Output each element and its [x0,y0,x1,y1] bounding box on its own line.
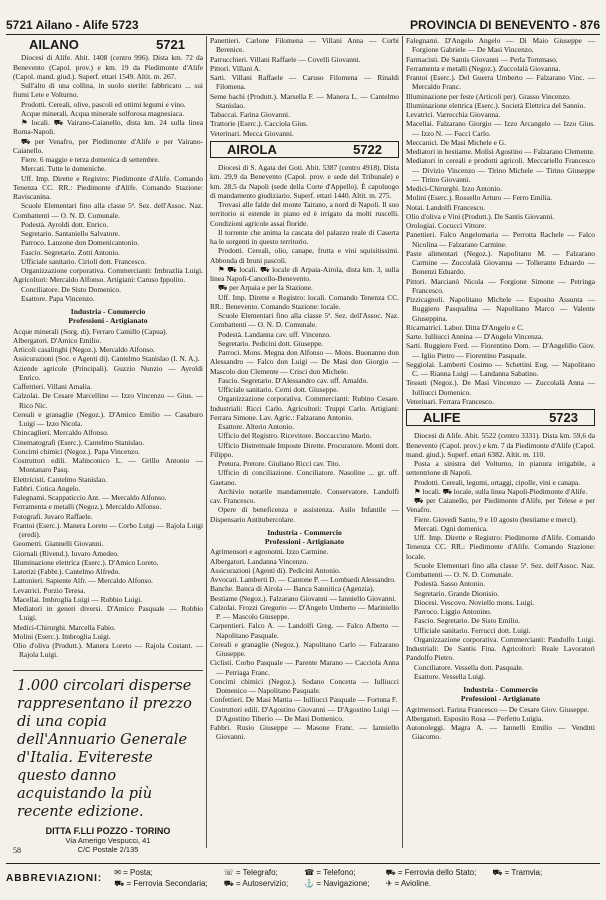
business-entry: Bestiame (Negoz.). Falzarano Giovanni — Ianniello Giovanni. [210,593,397,603]
abbreviation-item: ⛟ = Ferrovia dello Stato; [385,867,477,877]
business-entry: Geometri. Giannelli Giovanni. [13,539,104,549]
business-entry: Pittori. Villani A. [210,63,261,73]
description-paragraph: Scuole Elementari fino alla classe 5ª. Sez. dell'Assoc. Naz. Combattenti — O. N. D. Comunale. [210,311,399,330]
business-entry: Pittori. Marcianò Nicola — Forgione Simone — Petringa Francesco. [406,276,595,295]
business-entry: Agrimensori e agronomi. Izzo Carmine. [210,547,329,557]
business-entry: Banche. Banca di Airola — Banca Sannitica (Agenzia). [210,584,375,594]
business-entry: Paste alimentari (Negoz.). Napolitano M. — Falzarano Carmine — Zuccolalà Giovanna — Tollerante Eduardo — Bonenzi Eduardo. [406,248,595,277]
business-list [210,547,399,741]
description-paragraph: Organizzazione corporativa. Commercianti: Imbrazlia Luigi. Agricoltori: Mercaldo Alfonso. Artigiani: Caruso Ippolito. [13,266,203,285]
description-paragraph: Posta a sinistra del Volturno, in pianura irrigabile, a settentrione di Napoli. [406,459,595,478]
town-code: 5723 [549,410,578,425]
business-entry: Albergatori. Landanna Vincenzo. [210,556,309,566]
business-entry: Tabaccai. Farina Giovanni. [210,110,290,119]
column-2 [206,36,402,848]
business-entry: Panettieri. Carlone Filomena — Villani Anna — Corbi Berenice. [210,36,399,55]
section-heading-ailano [13,37,203,52]
description-paragraph: Mercati. Ogni domenica. [414,523,488,533]
description-paragraph: Organizzazione corporativa. Commercianti: Pandolfo Luigi. Industriali: De Santis Fina. Agricoltori: Reale Lavoratori Pandolfo Pietro. [406,634,595,663]
business-entry: Sarte. Iulliucci Annina — D'Angelo Vincenza. [406,332,544,341]
description-paragraph: Fascio. Segretario. De Sisto Emilio. [414,616,521,626]
description-paragraph: Organizzazione corporativa. Commercianti: Rubino Cesare. Industriali: Ricci Carlo. Agricoltori: Truppi Carlo. Artigiani: Ferrara Simone. Lav. Agric.: Falzarano Antonio. [210,394,399,422]
description-paragraph: Ufficiale sanitario. Cirioli dott. Francesco. [21,256,147,266]
description-paragraph: Ufficio di conciliazione. Conciliatore. Nasoline ... gr. uff. Gaetano. [210,468,399,487]
description-paragraph: Diocesi di S. Agata dei Goti. Abit. 5387 (centro 4918). Dista km. 29,9 da Benevento (Capol. prov. e sede del Tribunale) e km. 28,5 da Napoli (sede della Corte d'Appello). È capoluogo di mandamento giudiziario. Superf. ettari 1440. Altit. m. 275. [210,163,399,200]
abbreviations-list [114,868,542,889]
business-entry: Sarti. Villani Raffaele — Caruso Filomena — Rinaldi Filomena. [210,73,399,92]
description-paragraph: Podestà. Landanna cav. uff. Vincenzo. [218,329,331,339]
description-paragraph: ⛟ per Caianello, per Piedimonte d'Alife, per Telese e per Venafro. [406,496,595,515]
ad-firm: DITTA F.LLI POZZO - TORINO [45,825,171,836]
business-entry: Veterinari. Mecca Giovanni. [210,128,294,138]
description-paragraph: Parroco. Liggio Antonino. [414,607,492,616]
description-paragraph: Ufficiale sanitario. Cerni dott. Giuseppe. [218,385,339,394]
description-paragraph: Esattore. Papa Vincenzo. [21,293,95,303]
header-left: 5721 Ailano - Alife 5723 [6,18,139,32]
description-paragraph: Prodotti. Cereali, olio, canape, frutta e vini squisitissimi. Abbonda di bruni pascoli. [210,246,399,265]
business-entry: Calzolai. De Cesare Marcellino — Izzo Vincenzo — Gius. — Rico Nic. [13,391,203,410]
description-paragraph: Uff. Imp. Dirette e Registro: locali. Comando Tenenza CC. RR.: Benevento. Comando Stazione: locale. [210,292,399,311]
description-paragraph: Ufficio del Registro. Ricevitore. Boccaccino Mario. [218,431,372,441]
business-entry: Meccanici. De Masi Michele e G. [406,137,506,147]
column-1 [10,36,206,855]
business-entry: Aziende agricole (Principali). Guzzio Nunzio — Ayroldi Enrico. [13,363,203,382]
business-entry: Levatrici. Varrecchia Giovanna. [406,110,501,119]
town-code: 5721 [156,37,185,52]
business-entry: Autonoleggi. Magra A. — Iannelli Emilio — Venditti Giacomo. [406,723,595,742]
advertisement [13,670,203,856]
business-entry: Falegnami. Scappaticcio Ant. — Mercaldo Alfonso. [13,493,167,502]
page-number: 58 [13,845,21,855]
business-entry: Ferramenta e metalli (Negoz.). Mercaldo Alfonso. [13,502,162,512]
town-name: ALIFE [423,410,461,425]
category-heading: Industria - Commercio Professioni - Artigianato [68,307,148,326]
town-code: 5722 [353,141,382,157]
description-paragraph: Segretario. Pedicini dott. Giuseppe. [218,338,324,348]
business-entry: Albergatori. Esposito Rosa — Perfetto Luigia. [406,713,544,723]
business-entry: Mediatori in generi diversi. D'Amico Pasquale — Robbio Luigi. [13,604,203,623]
business-entry: Medici-Chirurghi. Marcella Fabio. [13,622,116,632]
business-entry: Agrimensori. Farina Francesco — De Cesare Giov. Giuseppe. [406,704,590,714]
business-list [406,705,595,742]
running-header [6,6,600,35]
business-entry: Assicurazioni (Agenti di). Pedicini Antonio. [210,565,341,575]
description-paragraph: Ufficio Distrettuale Imposte Dirette. Procuratore. Monti dott. Filippo. [210,440,399,459]
business-entry: Trattorie (Eserc.). Cacciola Gius. [210,119,308,129]
description-paragraph: Diocesi. Vescovo. Noviello mons. Luigi. [414,597,535,607]
description-paragraph: Parroco. Lanzone don Domenicantonio. [21,238,140,248]
description-paragraph: Scuole Elementari fino alla classe 5ª. Sez. dell'Assoc. Naz. Combattenti — O. N. D. Comunale. [406,560,595,579]
business-entry: Giornali (Rivend.). Iuvaro Amedeo. [13,548,119,558]
business-entry: Costruttori edili. Malinconico L. — Grillo Antonio — Montanaro Pasq. [13,456,203,475]
abbreviation-item: ☎ = Telefono; [304,867,356,877]
description-paragraph: Diocesi di Alife. Abit. 1408 (centro 996). Dista km. 72 da Benevento (Capol. prov.) e km. 19 da Piedimonte d'Alife (Capol. mand. giud.). Superf. ettari 1549. Altit. m. 267. [13,53,203,81]
town-description [210,163,399,524]
town-description [406,431,595,681]
description-paragraph: Mercati. Tutte le domeniche. [21,164,107,174]
business-entry: Illuminazione per feste (Articoli per). Grasso Vincenzo. [406,91,571,101]
business-entry: Veterinari. Ferrara Francesco. [406,396,494,406]
category-heading: Industria - Commercio Professioni - Artigianato [264,527,345,546]
business-entry: Molini (Eserc.). Imbroglia Luigi. [13,631,111,641]
abbreviation-item: ✈ = Avioline. [385,878,432,888]
abbreviations-title: ABBREVIAZIONI: [6,872,103,884]
section-heading-alife [406,409,595,426]
business-entry: Olio d'oliva e Vini (Produtt.). De Santis Giovanni. [406,211,555,221]
business-entry: Confettieri. De Masi Mattia — Iulliucci Pasquale — Fortuna F. [210,695,398,705]
abbreviation-item: ⛟ = Tramvia; [492,867,543,877]
description-paragraph: Archivio notarile mandamentale. Conservatore. Landolfi cav. Francesco. [210,486,399,505]
business-entry: Fabbri. Rusio Giuseppe — Masone Franc. — Ianniello Giovanni. [210,723,399,742]
description-paragraph: Sull'alto di una collina, in suolo sterile: fabbricato ... sui fiumi Lete e Volturno. [13,81,203,100]
column-3 [402,36,598,848]
description-paragraph: Fiere. Giovedì Santo, 9 e 10 agosto (bestiame e merci). [414,514,577,524]
description-paragraph: Prodotti. Cereali, legumi, ortaggi, cipolle, vini e canapa. [414,477,581,487]
business-entry: Falegnami. D'Angelo Angelo — Di Maio Giuseppe — Forgione Gabriele — De Masi Vincenzo. [406,36,595,55]
business-list-continued [210,36,399,138]
business-entry: Orologiai. Cocucci Vittore. [406,221,487,230]
description-paragraph: Podestà. Ayroldi dott. Enrico. [21,219,109,229]
business-entry: Tessuti (Negoz.). De Masi Vincenzo — Zuccolalà Anna — Iulliucci Domenico. [406,378,595,397]
description-paragraph: Esattore. Vessella Luigi. [414,671,486,681]
description-paragraph: ⛟ per Arpaia e per la Stazione. [218,283,313,293]
business-entry: Concimi chimici (Negoz.). Papa Vincenzo. [13,446,140,456]
description-paragraph: Ufficiale sanitario. Ferrucci dott. Luigi. [414,625,531,635]
description-paragraph: Segretario. Santaniello Salvatore. [21,229,120,238]
business-entry: Caffettieri. Villani Amalia. [13,382,92,391]
business-entry: Illuminazione elettrica (Eserc.). Società Elettrica del Sannio. [406,100,586,110]
business-entry: Cinematografi (Eserc.). Cantelmo Stanislao. [13,437,144,447]
business-entry: Fabbri. Cotica Angelo. [13,483,81,493]
business-entry: Ricamatrici. Labor. Ditta D'Angelo e C. [406,322,524,332]
business-entry: Calzolai. Frozzi Gregorio — D'Angelo Umberto — Mariniello P. — Mascolo Giuseppe. [210,602,399,621]
description-paragraph: Pretura. Pretore. Giuliano Ricci cav. Tito. [218,459,341,468]
business-entry: Olio d'oliva (Produtt.). Manera Loreto — Rajola Costant. — Rajola Luigi. [13,641,203,660]
category-heading: Industria - Commercio Professioni - Artigianato [460,685,541,704]
abbreviation-item: ⛟ = Autoservizio; [223,878,289,888]
description-paragraph: Fascio. Segretario. D'Alessandro cav. uff. Arnaldo. [218,375,369,385]
business-entry: Laterizi (Fabbr.). Cantelmo Alfredo. [13,567,121,576]
business-entry: Macellai. Falzarano Giorgio — Izzo Arcangelo — Izzo Gius. — Izzo N. — Fucci Carlo. [406,119,595,138]
business-list-continued [406,36,595,406]
abbreviation-item: ☏ = Telegrafo; [223,867,278,877]
description-paragraph: Parroci. Mons. Megna don Alfonso — Mons. Buonanno don Alessandro — Falco don Luigi — De Masi don Giorgio — Mascolo don Clemente — Crisci don Michele. [210,348,399,376]
page-columns [10,36,598,855]
business-entry: Frantoi (Eserc.). Manera Loreto — Corbo Luigi — Rajola Luigi (eredi). [13,520,203,539]
description-paragraph: Trovasi alle falde del monte Tairano, a nord di Napoli. Il suo territorio si estende in piano ed è irrigato da molti ruscelli. Condizioni agricole assai floride. [210,200,399,228]
business-entry: Medici-Chirurghi. Izzo Antonio. [406,184,502,193]
header-right: PROVINCIA DI BENEVENTO - 876 [409,18,600,32]
business-entry: Farmacisti. De Santis Giovanni — Perla Tommaso. [406,54,558,64]
description-paragraph: Fiere. 6 maggio e terza domenica di settembre. [21,155,160,164]
business-entry: Illuminazione elettrica (Eserc.). D'Amico Loreto. [13,557,159,567]
business-list [13,327,203,660]
business-entry: Costruttori edili. D'Agostino Giovanni — D'Agostino Luigi — D'Agostino Tiberio — De Masi Domenico. [210,704,399,723]
town-description [13,53,203,303]
description-paragraph: Uff. Imp. Dirette e Registro: Piedimonte d'Alife. Comando Tenenza CC. RR.: Piedimonte d'Alife. Comando Stazione: Raviscanina. [13,173,203,201]
business-entry: Ciclisti. Corbo Pasquale — Parente Marano — Cacciola Anna — Petriaga Franc. [210,658,399,677]
business-entry: Assicurazioni (Soc. e Agenti di). Cantelmo Stanislao (I. N. A.). [13,354,200,364]
business-entry: Avvocati. Lamberti D. — Cantone P. — Lombardi Alessandro. [210,575,396,584]
description-paragraph: Acque minerali. Acqua minerale solforosa magnesiaca. [21,108,185,118]
description-paragraph: ⚑ locali. ⛟ locale, sulla linea Napoli-Piedimonte d'Alife. [414,486,588,496]
business-entry: Seme bachi (Produtt.). Marsella F. — Manera L. — Cantelmo Stanislao. [210,91,399,110]
description-paragraph: Prodotti. Cereali, olive, pascoli ed ottimi legumi e vino. [21,99,186,109]
business-entry: Parrucchieri. Villani Raffaele — Covelli Giovanni. [210,54,361,64]
business-entry: Levatrici. Porzio Teresa. [13,585,86,595]
abbreviations-footer [6,863,600,892]
business-entry: Articoli casalinghi (Negoz.). Mercaldo Alfonso. [13,345,155,354]
business-entry: Lattonieri. Sapiente Alfr. — Mercaldo Alfonso. [13,576,153,586]
description-paragraph: ⚑ locali. ⛟ Vairano-Caianello, dista km. 24 sulla linea Roma-Napoli. [13,118,203,137]
description-paragraph: Il torrente che anima la cascata del palazzo reale di Caserta ha le sorgenti in questo territorio. [210,227,399,246]
business-entry: Albergatori. D'Amico Emilio. [13,335,102,345]
business-entry: Concimi chimici (Negoz.). Sodano Concetta — Iulliucci Domenico — Napolitano Pasquale. [210,676,399,695]
business-entry: Mediatori in bestiame. Molisi Agostino — Falzarano Clemente. [406,147,595,156]
business-entry: Elettricisti. Cantelmo Stanislao. [13,474,108,484]
business-entry: Cereali e granaglie (Negoz.). Napolitano Carlo — Falzarano Giuseppe. [210,639,399,658]
description-paragraph: Uff. Imp. Dirette e Registro: Piedimonte d'Alife. Comando Tenenza CC. RR.: Piedimonte d'Alife. Comando Stazione: locale. [406,533,595,561]
business-entry: Seggiolai. Lamberti Cosimo — Schettini Eug. — Napolitano C. — Rianna Luigi — Landanna Sabatino. [406,359,595,378]
business-entry: Cereali e granaglie (Negoz.). D'Amico Emilio — Casaburo Luigi — Izzo Nicola. [13,409,203,428]
town-name: AILANO [29,37,79,52]
business-entry: Chincaglieri. Mercaldo Alfonso. [13,428,109,438]
abbreviation-item: ⛟ = Ferrovia Secondaria; [114,878,208,888]
business-entry: Pizzicagnoli. Napolitano Michele — Esposito Assunta — Ruggiero Pasqualina — Napolitano Marco — Valente Giuseppina. [406,295,595,323]
business-entry: Molini (Eserc.). Rossello Arturo — Ferro Emilia. [406,193,552,203]
ad-text: 1.000 circolari disperse rappresentano il prezzo di una copia dell'Annuario Generale d'Italia. Evitereste questo danno acquistando la più recente edizione. [17,677,192,820]
business-entry: Macellai. Imbroglia Luigi — Robbio Luigi. [13,594,143,604]
description-paragraph: Podestà. Sasso Antonio. [414,579,486,589]
description-paragraph: ⛟ per Venafro, per Piedimonte d'Alife e per Vairano-Caianello. [13,136,203,155]
business-entry: Carpentieri. Falco A. — Landolfi Greg. — Falco Alberto — Napolitano Pasquale. [210,621,399,640]
business-entry: Acque minerali (Sorg. di). Ferraro Camillo (Capua). [13,326,168,336]
description-paragraph: Esattore. Alterio Antonio. [218,422,294,431]
description-paragraph: Scuole Elementari fino alla classe 5ª. Sez. dell'Assoc. Naz. Combattenti — O. N. D. Comunale. [13,201,203,220]
business-entry: Sarti. Ruggiero Ferd. — Fiorentino Dom. — D'Angelillo Giov. — Iglio Pietro — Fiorentino Pasquale. [406,341,595,360]
business-entry: Notai. Landolfi Francesco. [406,202,486,212]
business-entry: Ferramenta e metalli (Negoz.). Zuccolalà Giovanna. [406,63,561,73]
business-entry: Mediatori in cereali e prodotti agricoli. Meccariello Francesco — Divizio Vincenzo — Tirino Michele — Tirino Giuseppe — Tirino Giovanni. [406,156,595,184]
abbreviation-item: ✉ = Posta; [114,867,153,877]
description-paragraph: ⚑ ⛟ locali. ⛟ locale di Arpaia-Airola, dista km. 3, sulla linea Napoli-Cancello-Benevento. [210,264,399,283]
description-paragraph: Conciliatore. De Sisto Domenico. [21,284,121,294]
description-paragraph: Conciliatore. Vessella dott. Pasquale. [414,662,524,672]
description-paragraph: Segretario. Grande Dionisio. [414,588,499,598]
section-heading-airola [210,141,399,158]
business-entry: Frantoi (Eserc.). Del Guerra Umberto — Falzarano Vinc. — Mercaldo Franc. [406,73,595,92]
description-paragraph: Diocesi di Alife. Abit. 5522 (centro 3331). Dista km. 59,6 da Benevento (Capol. prov.) e km. 7 da Piedimonte d'Alife (Capol. mand. giud.). Superf. ettari 6382. Altit. m. 110. [406,431,595,459]
description-paragraph: Opere di beneficenza e assistenza. Asilo Infantile — Dispensario Antitubercolare. [210,505,399,524]
description-paragraph: Fascio. Segretario. Zotti Antonio. [21,247,120,257]
business-entry: Fotografi. Juvaro Raffaele. [13,511,93,521]
business-entry: Panettieri. Falco Angelomaria — Perrotta Rachele — Falco Nicolina — Falzarano Carmine. [406,230,595,249]
ad-address: Via Amerigo Vespucci, 41 C/C Postale 2/135 [65,835,151,854]
abbreviation-item: ⚓ = Navigazione; [304,878,370,888]
town-name: AIROLA [227,141,277,157]
